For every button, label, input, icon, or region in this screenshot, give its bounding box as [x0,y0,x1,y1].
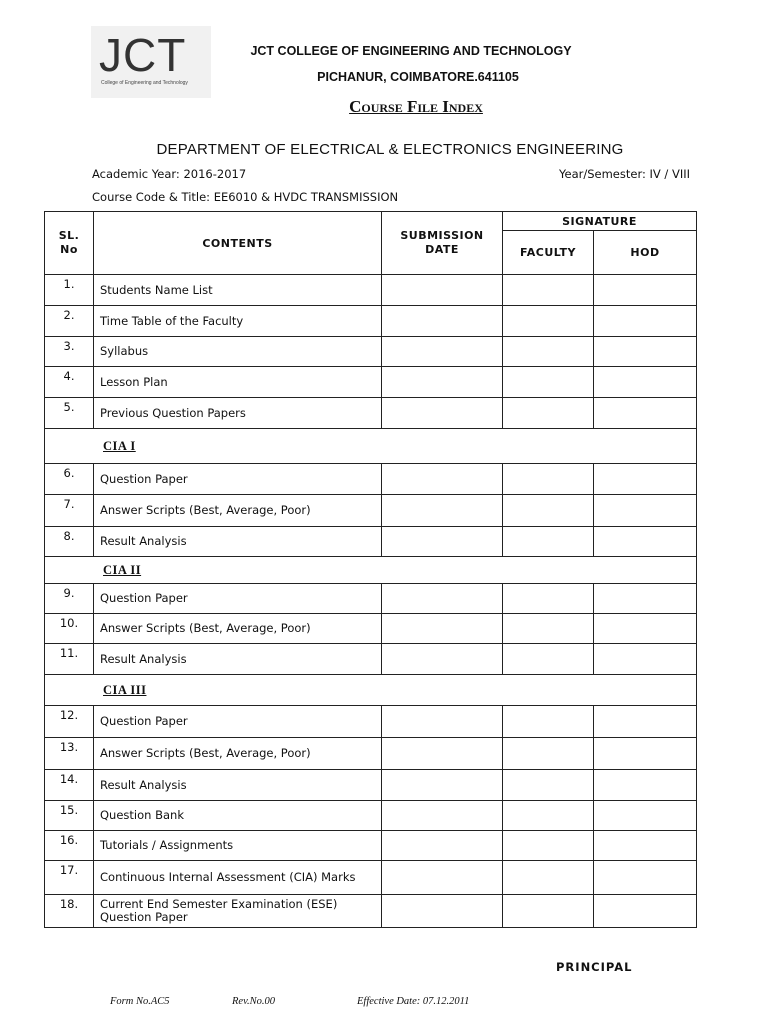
table-row [45,337,697,367]
row-contents: Result Analysis [94,770,382,801]
row-hod-signature-cell [594,706,697,738]
row-submission-date-cell [382,770,503,801]
table-row [45,706,697,738]
academic-year: Academic Year: 2016-2017 [92,167,247,181]
row-hod-signature-cell [594,614,697,644]
row-submission-date-cell [382,584,503,614]
year-semester: Year/Semester: IV / VIII [559,167,690,181]
row-hod-signature-cell [594,584,697,614]
row-faculty-signature-cell [503,464,594,495]
row-hod-signature-cell [594,861,697,895]
row-faculty-signature-cell [503,367,594,398]
table-row [45,398,697,429]
row-contents: Answer Scripts (Best, Average, Poor) [94,738,382,770]
row-faculty-signature-cell [503,770,594,801]
section-row [45,675,697,706]
row-hod-signature-cell [594,367,697,398]
row-faculty-signature-cell [503,337,594,367]
row-sl-no: 10. [45,614,94,644]
header-faculty: FACULTY [503,231,594,275]
row-submission-date-cell [382,464,503,495]
row-contents: Result Analysis [94,527,382,557]
row-sl-no: 5. [45,398,94,429]
row-submission-date-cell [382,801,503,831]
row-hod-signature-cell [594,527,697,557]
row-hod-signature-cell [594,398,697,429]
row-sl-no: 17. [45,861,94,895]
row-hod-signature-cell [594,770,697,801]
table-row [45,464,697,495]
row-submission-date-cell [382,861,503,895]
row-sl-no: 18. [45,895,94,928]
row-faculty-signature-cell [503,398,594,429]
row-contents: Question Paper [94,464,382,495]
row-faculty-signature-cell [503,895,594,928]
row-contents: Time Table of the Faculty [94,306,382,337]
row-sl-no: 7. [45,495,94,527]
row-submission-date-cell [382,644,503,675]
table-row [45,801,697,831]
row-hod-signature-cell [594,337,697,367]
row-contents: Previous Question Papers [94,398,382,429]
row-contents: Lesson Plan [94,367,382,398]
row-hod-signature-cell [594,801,697,831]
row-faculty-signature-cell [503,801,594,831]
row-hod-signature-cell [594,831,697,861]
row-faculty-signature-cell [503,738,594,770]
table-row [45,895,697,928]
table-body [45,275,697,928]
row-faculty-signature-cell [503,306,594,337]
row-submission-date-cell [382,895,503,928]
row-faculty-signature-cell [503,644,594,675]
row-faculty-signature-cell [503,495,594,527]
table-row [45,527,697,557]
table-row [45,275,697,306]
section-cell [45,429,697,464]
row-contents: Syllabus [94,337,382,367]
table-row [45,584,697,614]
row-submission-date-cell [382,337,503,367]
row-sl-no: 13. [45,738,94,770]
principal-signoff: PRINCIPAL [556,960,633,974]
row-submission-date-cell [382,306,503,337]
row-hod-signature-cell [594,464,697,495]
row-submission-date-cell [382,398,503,429]
section-label: CIA I [103,438,136,453]
logo-subtext: College of Engineering and Technology [101,80,188,86]
row-sl-no: 4. [45,367,94,398]
row-sl-no: 9. [45,584,94,614]
section-label: CIA II [103,562,142,577]
table-row [45,861,697,895]
row-hod-signature-cell [594,644,697,675]
row-faculty-signature-cell [503,584,594,614]
college-address: PICHANUR, COIMBATORE.641105 [317,70,519,84]
row-contents: Question Paper [94,706,382,738]
row-faculty-signature-cell [503,275,594,306]
row-faculty-signature-cell [503,527,594,557]
document-title: Course File Index [349,97,483,116]
course-code-title: Course Code & Title: EE6010 & HVDC TRANSMISSION [92,190,399,204]
section-row [45,557,697,584]
row-faculty-signature-cell [503,861,594,895]
row-submission-date-cell [382,831,503,861]
college-name: JCT COLLEGE OF ENGINEERING AND TECHNOLOGY [250,44,572,58]
row-sl-no: 12. [45,706,94,738]
row-contents: Answer Scripts (Best, Average, Poor) [94,614,382,644]
row-contents: Students Name List [94,275,382,306]
row-faculty-signature-cell [503,831,594,861]
row-hod-signature-cell [594,306,697,337]
row-submission-date-cell [382,614,503,644]
header-contents: CONTENTS [94,212,382,275]
logo-text: JCT [99,29,187,81]
department-name: DEPARTMENT OF ELECTRICAL & ELECTRONICS ENGINEERING [156,141,624,158]
table-row [45,614,697,644]
row-submission-date-cell [382,367,503,398]
row-faculty-signature-cell [503,706,594,738]
table-row [45,770,697,801]
section-cell [45,675,697,706]
row-sl-no: 14. [45,770,94,801]
section-label: CIA III [103,682,147,697]
row-sl-no: 8. [45,527,94,557]
row-hod-signature-cell [594,738,697,770]
row-sl-no: 11. [45,644,94,675]
revision-number: Rev.No.00 [232,996,275,1007]
row-contents: Question Paper [94,584,382,614]
row-submission-date-cell [382,495,503,527]
row-hod-signature-cell [594,495,697,527]
row-sl-no: 15. [45,801,94,831]
table-row [45,367,697,398]
section-cell [45,557,697,584]
row-contents: Tutorials / Assignments [94,831,382,861]
table-row [45,644,697,675]
row-sl-no: 16. [45,831,94,861]
header-sl-no: SL. No [45,212,94,275]
row-sl-no: 2. [45,306,94,337]
row-hod-signature-cell [594,895,697,928]
row-sl-no: 1. [45,275,94,306]
table-row [45,831,697,861]
row-submission-date-cell [382,527,503,557]
course-file-index-table [44,211,697,928]
college-logo [91,26,211,98]
table-row [45,306,697,337]
row-sl-no: 3. [45,337,94,367]
header-submission-date: SUBMISSION DATE [382,212,503,275]
row-contents: Question Bank [94,801,382,831]
section-row [45,429,697,464]
row-sl-no: 6. [45,464,94,495]
row-contents: Result Analysis [94,644,382,675]
table-row [45,738,697,770]
effective-date: Effective Date: 07.12.2011 [357,996,470,1007]
row-faculty-signature-cell [503,614,594,644]
row-submission-date-cell [382,275,503,306]
header-hod: HOD [594,231,697,275]
row-hod-signature-cell [594,275,697,306]
form-number: Form No.AC5 [110,996,170,1007]
row-contents: Answer Scripts (Best, Average, Poor) [94,495,382,527]
row-contents: Continuous Internal Assessment (CIA) Marks [94,861,382,895]
row-submission-date-cell [382,738,503,770]
header-signature: SIGNATURE [503,212,697,231]
row-contents: Current End Semester Examination (ESE) Question Paper [94,895,382,928]
table-row [45,495,697,527]
row-submission-date-cell [382,706,503,738]
